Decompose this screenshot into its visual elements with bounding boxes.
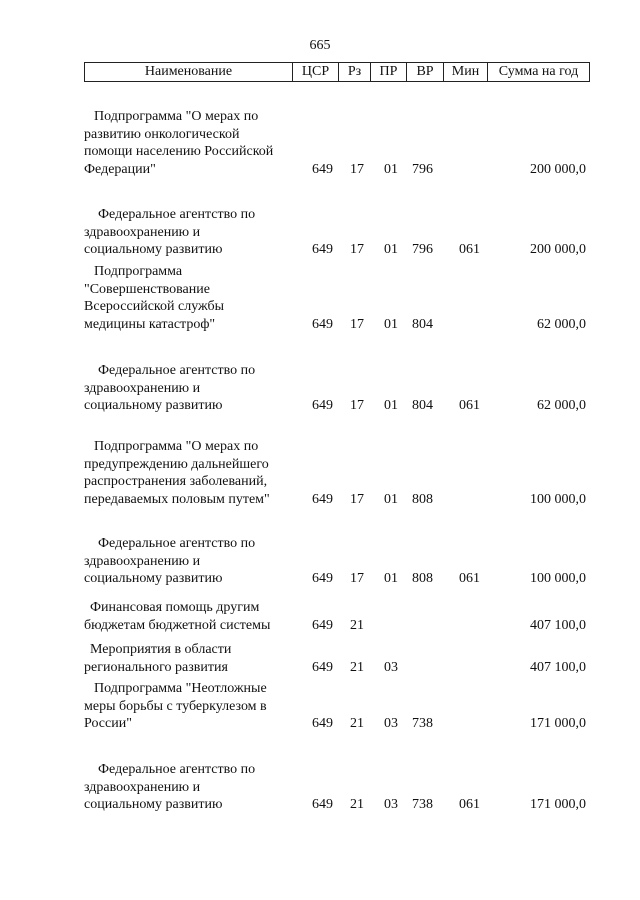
column-header-name: Наименование bbox=[85, 63, 293, 81]
cell-csr: 649 bbox=[312, 797, 333, 812]
row-name-line: Федеральное агентство по bbox=[98, 207, 256, 222]
column-header-vr: ВР bbox=[407, 63, 444, 81]
cell-rz: 17 bbox=[350, 491, 364, 507]
row-name bbox=[84, 108, 299, 178]
row-name-line: Подпрограмма bbox=[94, 264, 183, 279]
row-name-line: бюджетам бюджетной системы bbox=[84, 617, 271, 633]
cell-csr: 649 bbox=[312, 242, 333, 257]
row-name-line: здравоохранению и bbox=[84, 224, 201, 240]
row-name bbox=[84, 599, 299, 634]
cell-csr: 649 bbox=[312, 659, 333, 675]
cell-min: 061 bbox=[459, 797, 480, 812]
row-name-line: Подпрограмма "О мерах по bbox=[94, 109, 259, 124]
cell-vr: 738 bbox=[412, 797, 433, 812]
row-name bbox=[84, 438, 299, 508]
cell-sum: 100 000,0 bbox=[530, 491, 586, 507]
table-row bbox=[0, 108, 640, 178]
row-name-line: регионального развития bbox=[84, 659, 228, 675]
row-name-line: социальному развитию bbox=[84, 242, 223, 257]
column-header-pr: ПР bbox=[371, 63, 407, 81]
row-name-line: Финансовая помощь другим bbox=[90, 600, 260, 615]
cell-vr: 796 bbox=[412, 161, 433, 177]
cell-vr: 808 bbox=[412, 571, 433, 586]
cell-pr: 01 bbox=[384, 161, 398, 177]
row-name bbox=[84, 362, 299, 415]
cell-min: 061 bbox=[459, 571, 480, 586]
cell-vr: 796 bbox=[412, 242, 433, 257]
table-row bbox=[0, 641, 640, 676]
row-name-line: Федерации" bbox=[84, 161, 156, 177]
column-header-min: Мин bbox=[444, 63, 488, 81]
table-header bbox=[84, 62, 590, 82]
row-name-line: Мероприятия в области bbox=[90, 642, 232, 657]
cell-sum: 171 000,0 bbox=[530, 797, 586, 812]
row-name-line: социальному развитию bbox=[84, 571, 223, 586]
column-header-csr: ЦСР bbox=[293, 63, 339, 81]
cell-rz: 21 bbox=[350, 797, 364, 812]
cell-csr: 649 bbox=[312, 161, 333, 177]
row-name bbox=[84, 680, 299, 733]
row-name-line: социальному развитию bbox=[84, 797, 223, 812]
cell-rz: 21 bbox=[350, 659, 364, 675]
cell-rz: 17 bbox=[350, 571, 364, 586]
cell-pr: 01 bbox=[384, 242, 398, 257]
cell-sum: 100 000,0 bbox=[530, 571, 586, 586]
row-name-line: Федеральное агентство по bbox=[98, 536, 256, 551]
cell-sum: 62 000,0 bbox=[537, 398, 586, 413]
row-name-line: развитию онкологической bbox=[84, 126, 240, 142]
cell-pr: 01 bbox=[384, 571, 398, 586]
row-name bbox=[84, 641, 299, 676]
cell-sum: 407 100,0 bbox=[530, 659, 586, 675]
row-name-line: меры борьбы с туберкулезом в bbox=[84, 698, 267, 714]
table-row bbox=[0, 438, 640, 508]
column-header-rz: Рз bbox=[339, 63, 371, 81]
cell-csr: 649 bbox=[312, 398, 333, 413]
table-row bbox=[0, 206, 640, 259]
cell-vr: 804 bbox=[412, 316, 433, 332]
cell-sum: 200 000,0 bbox=[530, 161, 586, 177]
page-number: 665 bbox=[309, 38, 331, 53]
table-row bbox=[0, 535, 640, 588]
cell-vr: 804 bbox=[412, 398, 433, 413]
cell-csr: 649 bbox=[312, 617, 333, 633]
table-row bbox=[0, 263, 640, 333]
row-name bbox=[84, 206, 299, 259]
cell-rz: 21 bbox=[350, 617, 364, 633]
table-row bbox=[0, 599, 640, 634]
row-name-line: Федеральное агентство по bbox=[98, 762, 256, 777]
row-name-line: социальному развитию bbox=[84, 398, 223, 413]
cell-pr: 03 bbox=[384, 659, 398, 675]
table-row bbox=[0, 362, 640, 415]
cell-csr: 649 bbox=[312, 571, 333, 586]
cell-rz: 17 bbox=[350, 316, 364, 332]
cell-pr: 03 bbox=[384, 716, 398, 731]
row-name bbox=[84, 761, 299, 814]
row-name-line: здравоохранению и bbox=[84, 380, 201, 396]
cell-csr: 649 bbox=[312, 716, 333, 731]
row-name bbox=[84, 535, 299, 588]
row-name-line: Подпрограмма "О мерах по bbox=[94, 439, 259, 454]
row-name bbox=[84, 263, 299, 333]
cell-sum: 62 000,0 bbox=[537, 316, 586, 332]
cell-sum: 171 000,0 bbox=[530, 716, 586, 731]
row-name-line: Всероссийской службы bbox=[84, 299, 225, 314]
row-name-line: медицины катастроф" bbox=[84, 316, 216, 332]
row-name-line: помощи населению Российской bbox=[84, 144, 274, 159]
table-row bbox=[0, 761, 640, 814]
row-name-line: передаваемых половым путем" bbox=[84, 491, 270, 507]
row-name-line: "Совершенствование bbox=[84, 281, 210, 297]
row-name-line: России" bbox=[84, 716, 132, 731]
cell-rz: 17 bbox=[350, 398, 364, 413]
cell-pr: 01 bbox=[384, 491, 398, 507]
cell-vr: 738 bbox=[412, 716, 433, 731]
cell-pr: 01 bbox=[384, 398, 398, 413]
row-name-line: распространения заболеваний, bbox=[84, 474, 268, 489]
cell-pr: 03 bbox=[384, 797, 398, 812]
cell-min: 061 bbox=[459, 242, 480, 257]
cell-rz: 21 bbox=[350, 716, 364, 731]
cell-pr: 01 bbox=[384, 316, 398, 332]
row-name-line: Федеральное агентство по bbox=[98, 363, 256, 378]
cell-rz: 17 bbox=[350, 161, 364, 177]
cell-csr: 649 bbox=[312, 316, 333, 332]
row-name-line: предупреждению дальнейшего bbox=[84, 456, 269, 472]
column-header-sum: Сумма на год bbox=[498, 64, 579, 79]
cell-min: 061 bbox=[459, 398, 480, 413]
cell-sum: 200 000,0 bbox=[530, 242, 586, 257]
row-name-line: Подпрограмма "Неотложные bbox=[94, 681, 267, 696]
row-name-line: здравоохранению и bbox=[84, 779, 201, 795]
cell-rz: 17 bbox=[350, 242, 364, 257]
cell-sum: 407 100,0 bbox=[530, 617, 586, 633]
row-name-line: здравоохранению и bbox=[84, 553, 201, 569]
table-row bbox=[0, 680, 640, 733]
cell-vr: 808 bbox=[412, 491, 433, 507]
cell-csr: 649 bbox=[312, 491, 333, 507]
